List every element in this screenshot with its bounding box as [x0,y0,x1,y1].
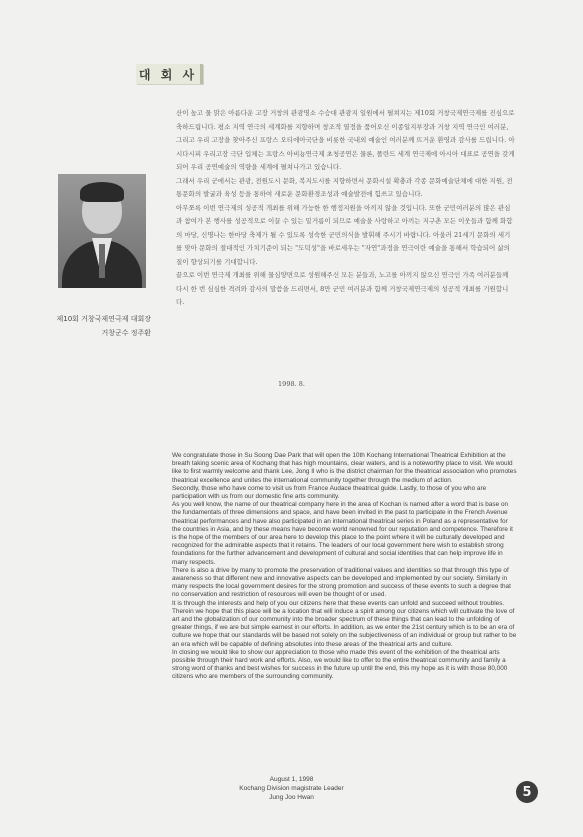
photo-caption-title: 제10회 거창국제연극제 대회장 [56,315,151,323]
page-number: 5 [516,781,538,803]
english-paragraph: We congratulate those in Su Soong Dae Park that will open the 10th Kochang International Theatrical Exhibition at the breath taking scenic area of Kochang that has high mountains, clear waters, and is a noteworthy place to visit. We would like to first warmly welcome and thank Lee, Jong Il who is the district chairman for the theatrical association who promotes theatrical excellence and unites the international community together through the medium of action. [172,452,517,484]
english-paragraph: As you well know, the name of our theatrical company here in the area of Kochan is named after a word that is base on the fundamentals of three dimensions and space, and have been invited in the past to participate in the French Avenue theatrical performances and have also participated in an international theatrical series in Poland as a representative for the countries in Asia, and by these means have become world renowned for our reputation and competence. Therefore it is the hope of the members of our area here to develop this place to the point where it will be culturally developed and recognized for the admirable aspects that it retains. The leaders of our local government here wish to establish strong foundations for the further advancement and development of cultural and social identities that can help improve life in many respects. [172,501,513,566]
korean-paragraph: 그래서 우리 군에서는 관광, 전원도시 문화, 복지도시를 지향하면서 문화시설 확충과 각종 문화예술단체에 대한 지원, 전통문화의 발굴과 육성 등을 통하여 새로운 문화환경조성과 예술발전에 힘쓰고 있습니다. [176,176,513,198]
english-paragraph: Secondly, those who have come to visit us from France Audace theatrical guide. Lastly, to those of you who are participation with us from our domestic fine arts community. [172,484,487,501]
korean-message [176,107,516,310]
english-paragraph: It is through the interests and help of you our citizens here that these events can unfold and succeed without troubles. Therein we hope that this place will be a location that will induce a spirit among our citizens which will cultivate the love of art and the globalization of our community into the broader spectrum of these things that can lead to the unfolding of greater things, if we are but simple earnest in our efforts. In addition, as we enter the 21st century which is to be an era of culture we hope that our standards will be based not solely on the subjectiveness of an individual or group but rather to be an era which will be capable of defining absolutes into these areas of the theatrical arts and culture. [172,599,517,648]
signature-date: August 1, 1998 [269,776,314,783]
portrait-photo [58,174,146,288]
korean-paragraph: 산이 높고 물 맑은 아름다운 고장 거창의 관광명소 수승대 관광지 일원에서 펼쳐지는 제10회 거창국제연극제를 진심으로 축하드립니다. 평소 지역 연극의 세계화를 지향하며 창조적 열정을 품어오신 이종일지부장과 거창 지역 연극인 여러분, 그리고 우리 고장을 찾아주신 프랑스 오티에아국단을 비롯한 국내외 예술인 여러분께 뜨거운 환영과 감사를 드립니다. 아시다시피 우리고장 극단 입체는 프랑스 아비뇽연극제 초청공연은 물론, 폴란드 세계 연극제에 아시아 대표로 공연을 갖게되어 우리 공연예술의 역량을 세계에 펼쳐나가고 있습니다. [176,109,515,171]
english-paragraph: In closing we would like to show our appreciation to those who made this event of the exhibition of the theatrical arts possible through their hard work and efforts. Also, we would like to offer to the entire theatrical community and family a strong word of thanks and best wishes for success in the future up until the end, this my hope as it is with those 80,000 citizens who are members of the surrounding community. [172,648,508,681]
signature-name: Jung Joo Hwan [269,794,314,801]
korean-paragraph: 끝으로 이번 연극제 개최를 위해 물심양면으로 성원해주신 모든 분들과, 노고를 아끼지 않으신 연극인 가족 여러분들께 다시 한 번 심심한 격려와 감사의 말씀을 드리면서, 8만 군민 여러분과 함께 거창국제연극제의 성공적 개최를 기원합니다. [176,271,509,306]
photo-caption-name: 거창군수 정주환 [101,329,151,337]
page-title-box [136,64,203,84]
english-paragraph: There is also a drive by many to promote the preservation of traditional values and identities so that through this type of awareness so that different new and innovative aspects can be developed and implemented by our society. Similarly in many respects the local government desires for the strong promotion and success of these events to such a degree that no conservation and restriction of resources will even be thought of or used. [172,566,511,599]
korean-paragraph: 아무쪼록 이번 연극제의 성공적 개최를 위해 가능한 한 행정지원을 아끼지 않을 것입니다. 또한 군민여러분의 많은 관심과 참여가 본 행사를 성공적으로 이끌 수 있는 밑거름이 되므로 예술을 사랑하고 아끼는 지구촌 모든 이웃들과 함께 화합의 마당, 신명나는 한마당 축제가 될 수 있도록 성숙한 군민의식을 발휘해 주시기 바랍니다. 아울러 21세기 문화의 세기를 맞아 문화의 절대적인 가치기준이 되는 "도덕성"을 바로세우는 "자연"과정을 연극이란 예술을 통해서 학습되어 삶의 질이 향상되기를 기대합니다. [176,203,513,266]
english-message [172,452,517,682]
page-title: 대 회 사 [138,67,198,82]
signature-title: Kochang Division magistrate Leader [239,785,344,792]
korean-date: 1998. 8. [278,380,305,388]
